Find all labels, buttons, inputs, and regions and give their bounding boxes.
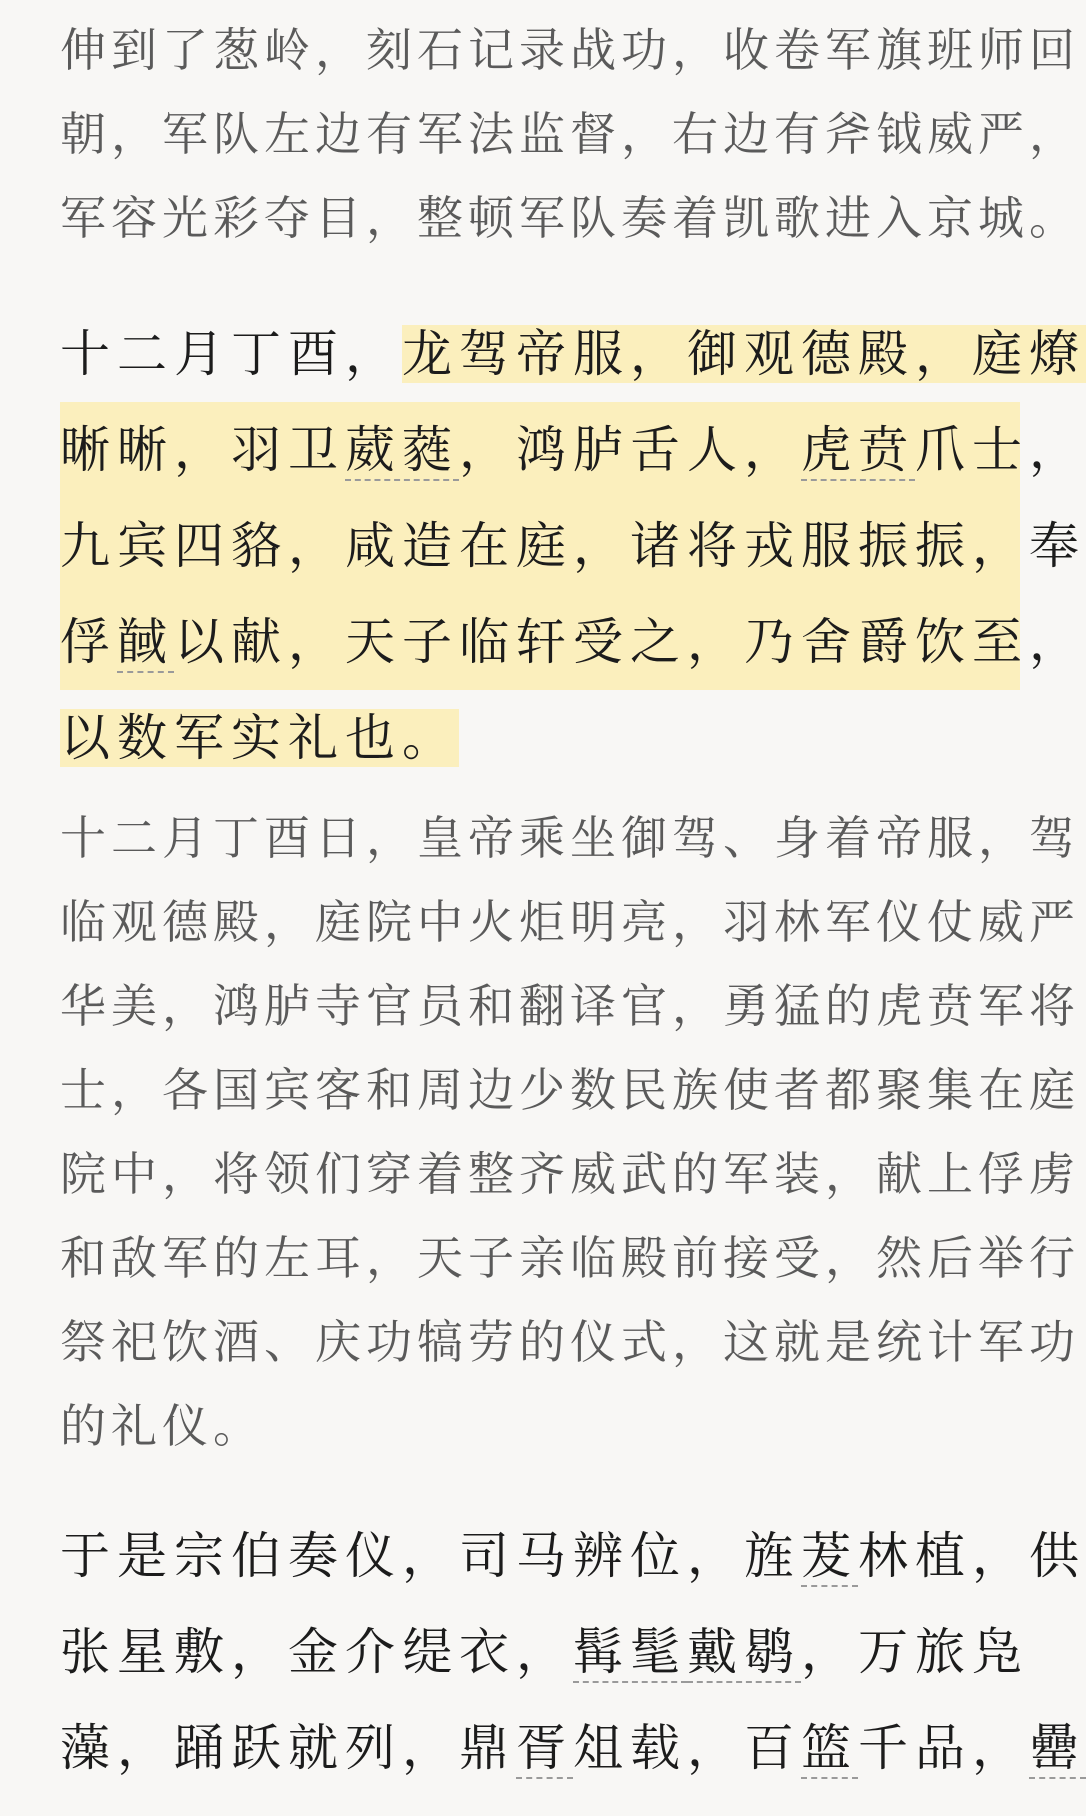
text-line: 朝，军队左边有军法监督，右边有斧钺威严， — [60, 107, 1080, 161]
text-line: 的礼仪。 — [60, 1399, 264, 1453]
annotated-word[interactable]: 髯髦 — [573, 1623, 687, 1681]
text-line — [60, 1604, 1029, 1700]
text-line — [60, 306, 1086, 402]
text-plain: 俎载，百 — [573, 1719, 801, 1777]
annotated-word[interactable]: 篮 — [801, 1719, 858, 1777]
text-plain: 藻，踊跃就列， — [60, 1719, 459, 1777]
text-plain: ，鸿胪舌人， — [459, 421, 801, 479]
text-line — [60, 1700, 1086, 1796]
text-plain: 于是宗伯奏仪，司马辨位， — [60, 1527, 744, 1585]
text-plain: 俘 — [60, 613, 117, 671]
text-plain: 张星敷，金介缇衣， — [60, 1623, 573, 1681]
text-line: 军容光彩夺目，整顿军队奏着凯歌进入京城。 — [60, 191, 1080, 245]
text-plain: 千品， — [858, 1719, 1029, 1777]
text-plain: 十二月丁酉， — [60, 325, 402, 383]
highlighted-line[interactable]: 九宾四貉，咸造在庭，诸将戎服振振，奉 — [60, 498, 1020, 594]
highlighted-line[interactable] — [60, 690, 1020, 786]
annotated-word[interactable]: 虎贲 — [801, 421, 915, 479]
text-line: 士，各国宾客和周边少数民族使者都聚集在庭 — [60, 1063, 1080, 1117]
highlighted-line[interactable] — [60, 402, 1086, 498]
annotated-word[interactable]: 胥 — [516, 1719, 573, 1777]
annotated-word[interactable]: 馘 — [117, 613, 174, 671]
text-line: 华美，鸿胪寺官员和翻译官，勇猛的虎贲军将 — [60, 979, 1080, 1033]
text-line: 院中，将领们穿着整齐威武的军装，献上俘虏 — [60, 1147, 1080, 1201]
highlight-span[interactable]: 以数军实礼也。 — [60, 709, 459, 767]
text-line: 伸到了葱岭，刻石记录战功，收卷军旗班师回 — [60, 23, 1080, 77]
annotated-word[interactable]: 葳蕤 — [345, 421, 459, 479]
text-line: 和敌军的左耳，天子亲临殿前接受，然后举行 — [60, 1231, 1080, 1285]
text-line: 祭祀饮酒、庆功犒劳的仪式，这就是统计军功 — [60, 1315, 1080, 1369]
text-plain: 林植，供 — [858, 1527, 1086, 1585]
original-paragraph-1[interactable] — [60, 306, 1086, 786]
text-line: 临观德殿，庭院中火炬明亮，羽林军仪仗威严 — [60, 895, 1080, 949]
text-plain: ，万旅凫 — [801, 1623, 1029, 1681]
original-paragraph-2[interactable] — [60, 1508, 1086, 1796]
annotated-word[interactable]: 茇 — [801, 1527, 858, 1585]
translation-paragraph-1 — [60, 796, 1080, 1468]
highlighted-line[interactable] — [60, 594, 1086, 690]
text-line: 十二月丁酉日，皇帝乘坐御驾、身着帝服，驾 — [60, 811, 1080, 865]
text-plain: 鼎 — [459, 1719, 516, 1777]
text-plain: 爪士， — [915, 421, 1086, 479]
annotated-word[interactable]: 戴鹖 — [687, 1623, 801, 1681]
translation-paragraph-top — [60, 8, 1080, 260]
text-plain: 晰晰，羽卫 — [60, 421, 345, 479]
annotated-word[interactable]: 罍 — [1029, 1719, 1086, 1777]
text-plain: 旌 — [744, 1527, 801, 1585]
text-line — [60, 1508, 1086, 1604]
text-plain: 以献，天子临轩受之，乃舍爵饮至， — [174, 613, 1086, 671]
highlight-span[interactable]: 龙驾帝服，御观德殿，庭燎 — [402, 325, 1086, 383]
